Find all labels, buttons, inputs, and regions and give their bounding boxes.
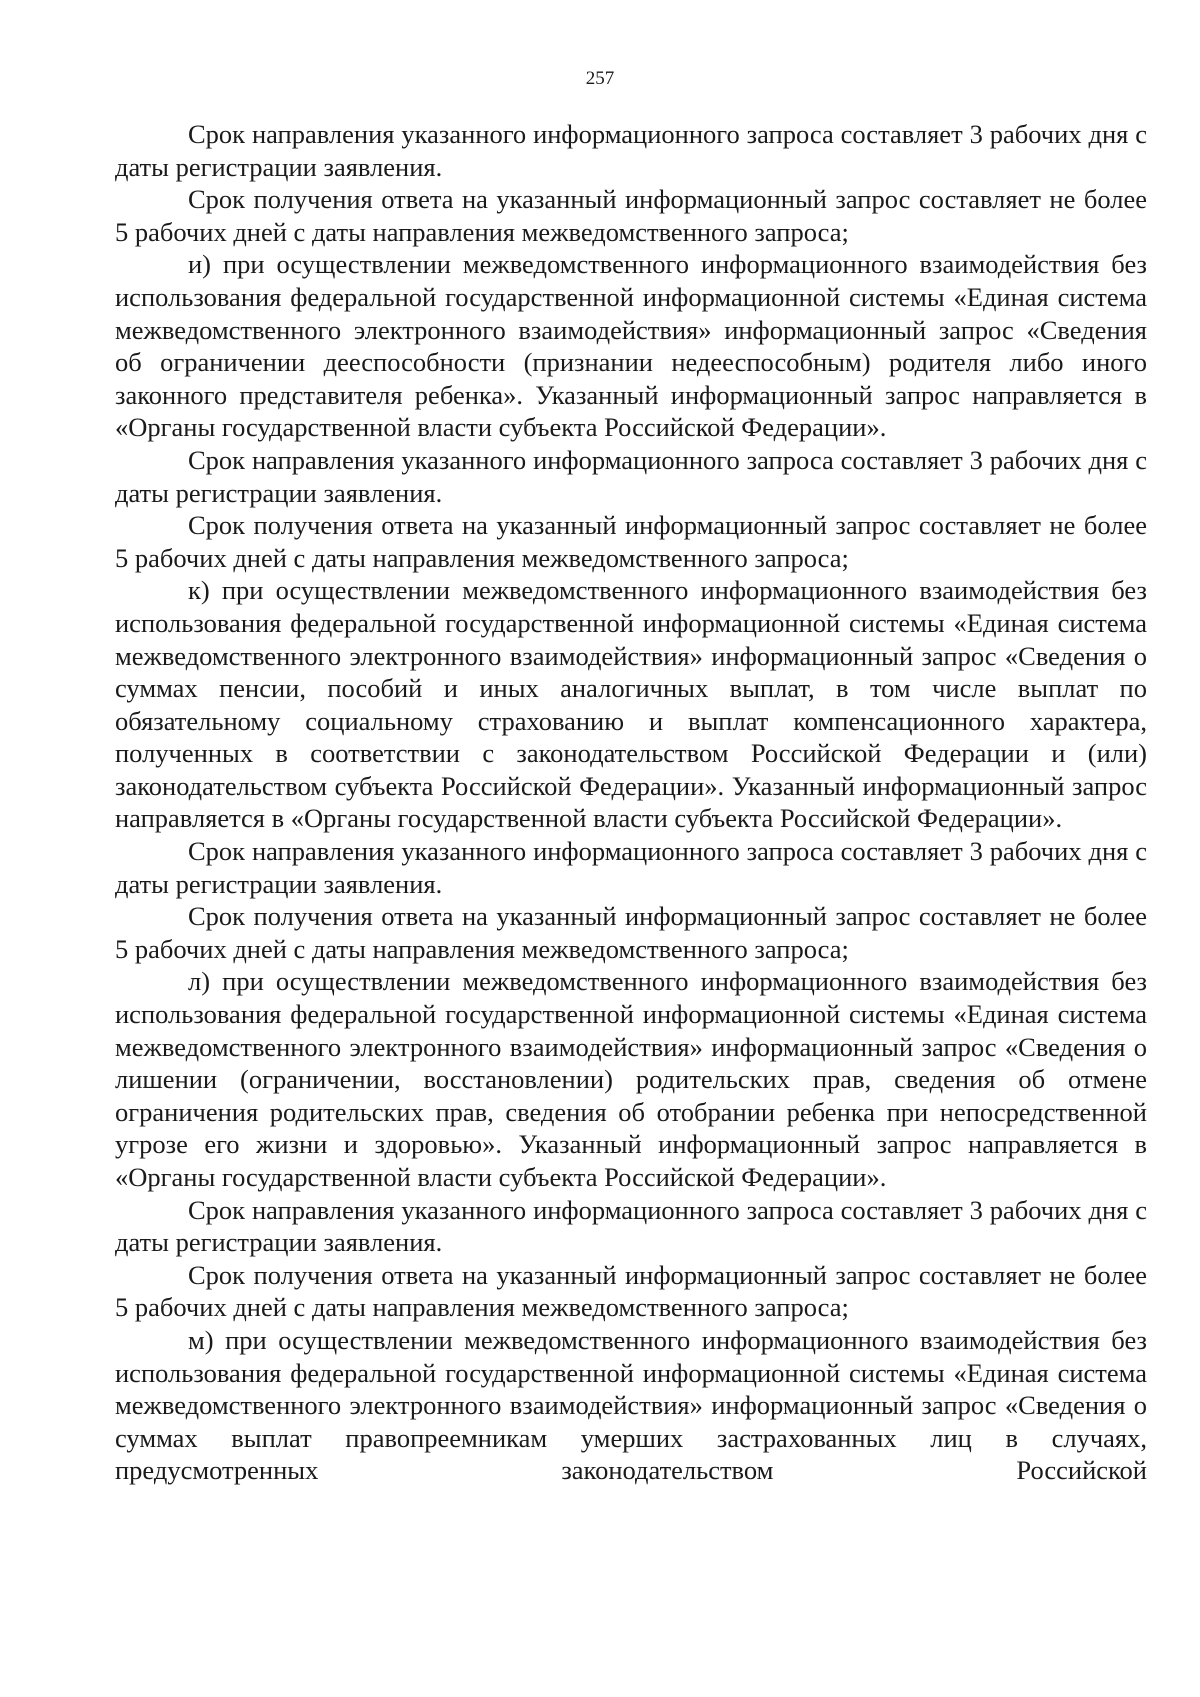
paragraph-deadline-answer-3: Срок получения ответа на указанный информационный запрос составляет не более 5 рабочих дней с даты направления межведомственного запроса; [115, 901, 1147, 964]
paragraph-deadline-send-2: Срок направления указанного информационного запроса составляет 3 рабочих дня с даты регистрации заявления. [115, 444, 1147, 508]
paragraph-item-i: и) при осуществлении межведомственного информационного взаимодействия без использования федеральной государственной информационной системы «Единая система межведомственного электронного взаимодействия» информационный запрос «Сведения об ограничении дееспособности (признании недееспособным) родителя либо иного законного представителя ребенка». Указанный информационный запрос направляется в «Органы государственной власти субъекта Российской Федерации». [115, 249, 1147, 443]
document-body [115, 118, 1147, 1487]
paragraph-item-k: к) при осуществлении межведомственного информационного взаимодействия без использования федеральной государственной информационной системы «Единая система межведомственного электронного взаимодействия» информационный запрос «Сведения о суммах пенсии, пособий и иных аналогичных выплат, в том числе выплат по обязательному социальному страхованию и выплат компенсационного характера, полученных в соответствии с законодательством Российской Федерации и (или) законодательством субъекта Российской Федерации». Указанный информационный запрос направляется в «Органы государственной власти субъекта Российской Федерации». [115, 575, 1147, 834]
paragraph-deadline-answer-2: Срок получения ответа на указанный информационный запрос составляет не более 5 рабочих дней с даты направления межведомственного запроса; [115, 510, 1147, 573]
paragraph-deadline-send-1: Срок направления указанного информационного запроса составляет 3 рабочих дня с даты регистрации заявления. [115, 119, 1147, 182]
paragraph-item-m: м) при осуществлении межведомственного информационного взаимодействия без использования федеральной государственной информационной системы «Единая система межведомственного электронного взаимодействия» информационный запрос «Сведения о суммах выплат правопреемникам умерших застрахованных лиц в случаях, предусмотренных законодательством Российской [115, 1324, 1147, 1486]
paragraph-item-l: л) при осуществлении межведомственного информационного взаимодействия без использования федеральной государственной информационной системы «Единая система межведомственного электронного взаимодействия» информационный запрос «Сведения о лишении (ограничении, восстановлении) родительских прав, сведения об отмене ограничения родительских прав, сведения об отобрании ребенка при непосредственной угрозе его жизни и здоровью». Указанный информационный запрос направляется в «Органы государственной власти субъекта Российской Федерации». [115, 966, 1147, 1192]
paragraph-deadline-send-4: Срок направления указанного информационного запроса составляет 3 рабочих дня с даты регистрации заявления. [115, 1194, 1147, 1258]
paragraph-deadline-answer-1: Срок получения ответа на указанный информационный запрос составляет не более 5 рабочих дней с даты направления межведомственного запроса; [115, 184, 1147, 247]
page-number: 257 [585, 68, 615, 89]
paragraph-deadline-answer-4: Срок получения ответа на указанный информационный запрос составляет не более 5 рабочих дней с даты направления межведомственного запроса; [115, 1259, 1147, 1323]
paragraph-deadline-send-3: Срок направления указанного информационного запроса составляет 3 рабочих дня с даты регистрации заявления. [115, 836, 1147, 899]
